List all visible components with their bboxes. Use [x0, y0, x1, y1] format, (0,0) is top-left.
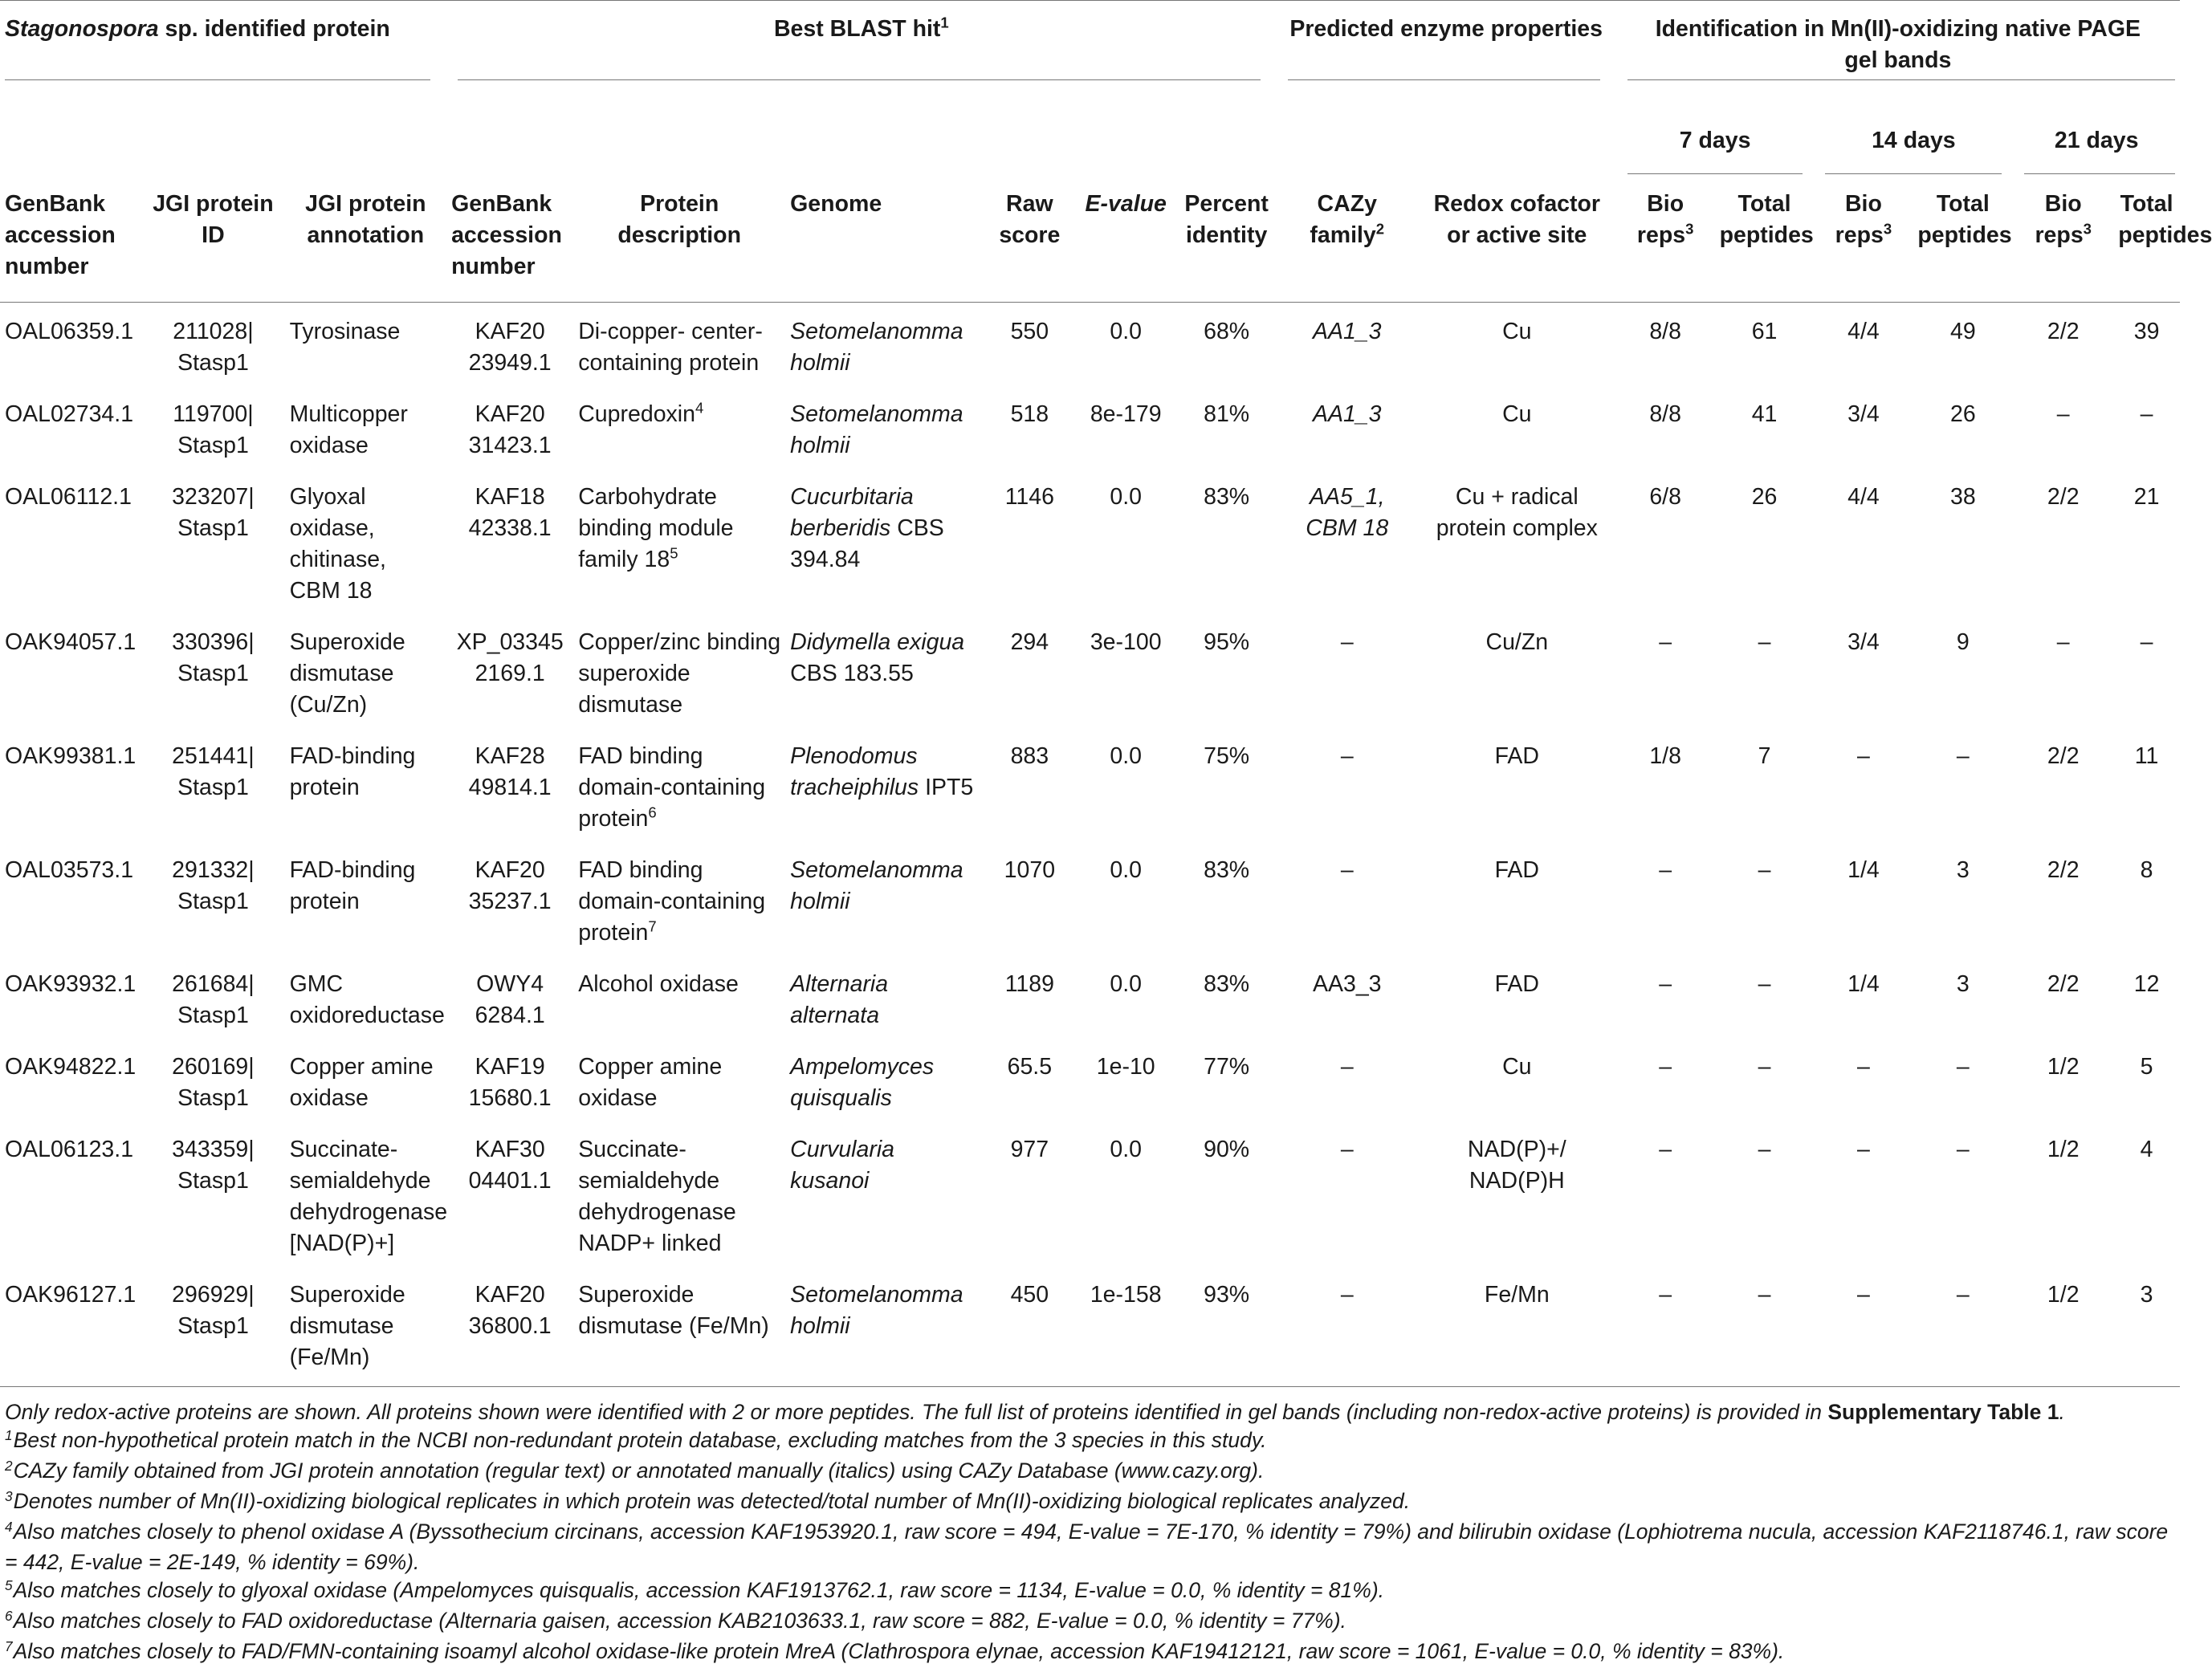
- cell-d21-reps: 2/2: [2047, 971, 2080, 997]
- stagonospora-suffix: sp. identified protein: [158, 16, 390, 42]
- cell-hit-genbank: KAF28 49814.1: [468, 743, 552, 800]
- cell-d7-reps: –: [1659, 971, 1672, 997]
- cell-d21-peptides: 39: [2133, 319, 2160, 344]
- col-d21-reps-label: Bio reps: [2035, 191, 2084, 248]
- cell-evalue: 0.0: [1110, 319, 1143, 344]
- cell-d21-peptides: 11: [2134, 743, 2159, 769]
- cell-d21-reps: 1/2: [2047, 1054, 2080, 1080]
- genome-species: Setomelanomma holmii: [790, 401, 963, 458]
- cell-d7-reps: 8/8: [1649, 401, 1681, 427]
- cell-cazy: –: [1340, 743, 1354, 769]
- cell-d7-peptides: –: [1758, 629, 1771, 655]
- cell-d14-peptides: 49: [1949, 319, 1976, 344]
- cell-redox: FAD: [1494, 971, 1540, 997]
- cell-genome: [785, 1038, 984, 1121]
- description-text: FAD binding domain-containing protein: [578, 743, 766, 832]
- cell-evalue: 0.0: [1110, 857, 1143, 883]
- cell-cazy: –: [1340, 857, 1354, 883]
- footnote-item: [5, 1637, 2173, 1668]
- table-row: [0, 841, 2180, 955]
- cell-d21-reps: 2/2: [2047, 319, 2080, 344]
- description-footnote-mark: 4: [695, 399, 704, 417]
- cell-genome: [785, 1266, 984, 1387]
- cell-hit-genbank: KAF20 36800.1: [468, 1282, 552, 1339]
- col-d21-peptides: Total peptides: [2118, 191, 2212, 248]
- cell-redox: Cu/Zn: [1485, 629, 1549, 655]
- footnote-main: [5, 1398, 2173, 1426]
- day-14-header: [1814, 108, 2013, 173]
- description-text: FAD binding domain-containing protein: [578, 857, 766, 946]
- cell-description: [573, 385, 785, 468]
- cell-d7-peptides: –: [1758, 1054, 1771, 1080]
- day-7-rule: [1627, 173, 1803, 174]
- cell-genbank: OAL03573.1: [5, 857, 134, 883]
- cell-jgi-annotation: FAD-binding protein: [289, 743, 416, 800]
- description-text: Carbohydrate binding module family 18: [578, 484, 734, 572]
- cell-d7-peptides: 41: [1751, 401, 1778, 427]
- col-d21-reps: [2013, 173, 2113, 303]
- identification-label: Identification in Mn(II)-oxidizing native PAGE gel bands: [1655, 16, 2141, 73]
- genome-species: Plenodomus tracheiphilus: [790, 743, 919, 800]
- day-14-label: 14 days: [1872, 128, 1956, 153]
- cell-d14-reps: –: [1857, 743, 1870, 769]
- cell-hit-genbank: KAF30 04401.1: [468, 1137, 552, 1194]
- col-raw-score: Raw score: [999, 191, 1061, 248]
- footnote-text: Also matches closely to phenol oxidase A (Byssothecium circinans, accession KAF1953920.1, raw score = 494, E-value = 7E-170, % identity = 79%) and bilirubin oxidase (Lophiotrema nucula, accession KAF2118746.1, raw score = 442, E-value = 2E-149, % identity = 69%).: [5, 1520, 2169, 1574]
- cell-redox: NAD(P)+/ NAD(P)H: [1467, 1137, 1566, 1194]
- cell-genome: [785, 841, 984, 955]
- col-d14-peptides: Total peptides: [1917, 191, 2012, 248]
- col-jgi-annotation: JGI protein annotation: [305, 191, 426, 248]
- cell-d7-reps: 6/8: [1649, 484, 1681, 510]
- footnote-number: 2: [5, 1458, 13, 1474]
- cell-description: [573, 727, 785, 841]
- cell-d21-peptides: 4: [2140, 1137, 2153, 1162]
- cell-d21-reps: 1/2: [2047, 1137, 2080, 1162]
- footnote-number: 3: [5, 1488, 13, 1504]
- cell-jgi-annotation: Glyoxal oxidase, chitinase, CBM 18: [289, 484, 386, 604]
- footnote-number: 7: [5, 1638, 13, 1654]
- cell-d14-reps: 1/4: [1847, 971, 1880, 997]
- cell-hit-genbank: KAF20 31423.1: [468, 401, 552, 458]
- stagonospora-italic: Stagonospora: [5, 16, 159, 42]
- col-d14-reps: [1814, 173, 1913, 303]
- cell-jgi-annotation: Superoxide dismutase (Fe/Mn): [289, 1282, 405, 1370]
- cell-d21-reps: 2/2: [2047, 743, 2080, 769]
- cell-genome: [785, 1121, 984, 1266]
- cell-d21-peptides: –: [2140, 629, 2153, 655]
- cell-redox: Cu: [1502, 319, 1532, 344]
- cell-d7-reps: 1/8: [1649, 743, 1681, 769]
- cell-percent-identity: 83%: [1204, 857, 1250, 883]
- cell-evalue: 8e-179: [1090, 401, 1162, 427]
- cell-d21-reps: 2/2: [2047, 857, 2080, 883]
- footnote-text: Also matches closely to FAD oxidoreductase (Alternaria gaisen, accession KAB2103633.1, raw score = 882, E-value = 0.0, % identity = 77%).: [13, 1609, 1346, 1633]
- day-21-rule: [2024, 173, 2175, 174]
- cell-description: [573, 955, 785, 1038]
- group-rule-stagonospora: [5, 79, 430, 80]
- genome-strain: CBS 394.84: [790, 515, 944, 572]
- description-footnote-mark: 5: [670, 544, 678, 562]
- cell-d7-peptides: 61: [1751, 319, 1778, 344]
- cell-percent-identity: 68%: [1204, 319, 1250, 344]
- table-row: [0, 1121, 2180, 1266]
- footnote-item: [5, 1607, 2173, 1637]
- col-hit-genbank: GenBank accession number: [451, 191, 562, 279]
- cell-d7-reps: –: [1659, 1137, 1672, 1162]
- cell-d14-reps: 3/4: [1847, 401, 1880, 427]
- cell-d14-reps: 3/4: [1847, 629, 1880, 655]
- table-row: [0, 385, 2180, 468]
- header-columns-row: [0, 173, 2180, 303]
- cell-raw-score: 450: [1010, 1282, 1049, 1308]
- footnote-items: [5, 1426, 2173, 1668]
- description-text: Superoxide dismutase (Fe/Mn): [578, 1282, 769, 1339]
- day-21-label: 21 days: [2054, 128, 2139, 153]
- cell-d14-peptides: 9: [1956, 629, 1970, 655]
- cell-jgi-annotation: Tyrosinase: [289, 319, 401, 344]
- cell-genbank: OAK94057.1: [5, 629, 136, 655]
- cell-redox: FAD: [1494, 857, 1540, 883]
- day-14-rule: [1825, 173, 2002, 174]
- cell-d7-peptides: –: [1758, 971, 1771, 997]
- genome-species: Setomelanomma holmii: [790, 319, 963, 376]
- footnote-number: 1: [5, 1427, 13, 1443]
- group-rule-enzyme: [1288, 79, 1600, 80]
- cell-d21-reps: 1/2: [2047, 1282, 2080, 1308]
- cell-d14-peptides: 3: [1956, 971, 1970, 997]
- cell-description: [573, 613, 785, 727]
- group-blast: [446, 0, 1277, 108]
- col-cazy-label: CAZy family: [1310, 191, 1377, 248]
- cell-d7-peptides: –: [1758, 857, 1771, 883]
- footnote-text: Also matches closely to FAD/FMN-containing isoamyl alcohol oxidase-like protein MreA (Clathrospora elynae, accession KAF19412121, raw score = 1061, E-value = 0.0, % identity = 83%).: [13, 1639, 1785, 1663]
- cell-d21-peptides: 21: [2133, 484, 2160, 510]
- cell-cazy: AA5_1, CBM 18: [1306, 484, 1389, 541]
- group-enzyme: [1277, 0, 1616, 108]
- cell-description: [573, 1038, 785, 1121]
- col-d7-peptides: Total peptides: [1719, 191, 1814, 248]
- footnote-text: Also matches closely to glyoxal oxidase (Ampelomyces quisqualis, accession KAF1913762.1, raw score = 1134, E-value = 0.0, % identity = 81%).: [13, 1578, 1385, 1602]
- cell-cazy: –: [1340, 629, 1354, 655]
- blast-footnote-mark: 1: [940, 14, 949, 31]
- cell-jgi-id: 323207| Stasp1: [172, 484, 255, 541]
- col-percent-identity: Percent identity: [1184, 191, 1269, 248]
- col-evalue: E-value: [1085, 191, 1167, 217]
- footnote-item: [5, 1576, 2173, 1607]
- cell-percent-identity: 83%: [1204, 484, 1250, 510]
- cell-evalue: 0.0: [1110, 1137, 1143, 1162]
- cell-evalue: 3e-100: [1090, 629, 1162, 655]
- genome-strain: IPT5: [919, 775, 974, 800]
- cell-cazy: AA3_3: [1312, 971, 1382, 997]
- cell-evalue: 0.0: [1110, 743, 1143, 769]
- cell-d21-peptides: 12: [2133, 971, 2160, 997]
- cell-jgi-id: 291332| Stasp1: [172, 857, 255, 914]
- cell-d14-peptides: 26: [1949, 401, 1976, 427]
- cell-d14-peptides: –: [1956, 1137, 1970, 1162]
- enzyme-label: Predicted enzyme properties: [1289, 16, 1603, 42]
- cell-jgi-annotation: GMC oxidoreductase: [289, 971, 445, 1028]
- cell-raw-score: 550: [1010, 319, 1049, 344]
- col-genome: Genome: [790, 191, 882, 217]
- genome-species: Setomelanomma holmii: [790, 857, 963, 914]
- footnote-number: 6: [5, 1608, 13, 1624]
- cell-jgi-annotation: Superoxide dismutase (Cu/Zn): [289, 629, 405, 718]
- cell-hit-genbank: KAF18 42338.1: [468, 484, 552, 541]
- day-7-header: [1616, 108, 1815, 173]
- genome-species: Setomelanomma holmii: [790, 1282, 963, 1339]
- footnote-main-bold: Supplementary Table 1: [1827, 1400, 2059, 1424]
- cell-jgi-id: 119700| Stasp1: [173, 401, 254, 458]
- footnote-text: CAZy family obtained from JGI protein annotation (regular text) or annotated manually (italics) using CAZy Database (www.cazy.org).: [13, 1458, 1265, 1483]
- footnote-main-text: Only redox-active proteins are shown. All proteins shown were identified with 2 or more peptides. The full list of proteins identified in gel bands (including non-redox-active proteins) is provided in: [5, 1400, 1828, 1424]
- cell-d21-reps: –: [2056, 629, 2070, 655]
- cell-hit-genbank: KAF20 23949.1: [468, 319, 552, 376]
- col-d7-reps: [1616, 173, 1715, 303]
- table-row: [0, 955, 2180, 1038]
- group-rule-blast: [458, 79, 1261, 80]
- cell-d7-peptides: –: [1758, 1282, 1771, 1308]
- cell-d21-peptides: 3: [2140, 1282, 2153, 1308]
- cell-d14-peptides: –: [1956, 1282, 1970, 1308]
- cell-cazy: AA1_3: [1312, 401, 1382, 427]
- cell-hit-genbank: KAF19 15680.1: [468, 1054, 552, 1111]
- genome-species: Alternaria alternata: [790, 971, 889, 1028]
- cell-jgi-id: 211028| Stasp1: [173, 319, 254, 376]
- group-stagonospora: [0, 0, 446, 108]
- cell-percent-identity: 75%: [1204, 743, 1250, 769]
- cell-genbank: OAL06112.1: [5, 484, 132, 510]
- col-description: Protein description: [617, 191, 741, 248]
- cell-d7-reps: –: [1659, 857, 1672, 883]
- table-footnotes: [5, 1398, 2173, 1668]
- cell-redox: Cu: [1502, 1054, 1532, 1080]
- cell-genbank: OAK94822.1: [5, 1054, 136, 1080]
- cell-jgi-annotation: Copper amine oxidase: [289, 1054, 434, 1111]
- cell-description: [573, 303, 785, 386]
- table-row: [0, 468, 2180, 613]
- table-row: [0, 1266, 2180, 1387]
- cell-d7-reps: –: [1659, 1054, 1672, 1080]
- cell-percent-identity: 95%: [1204, 629, 1250, 655]
- col-d14-reps-footnote-mark: 3: [1883, 220, 1892, 238]
- cell-description: [573, 1121, 785, 1266]
- description-footnote-mark: 7: [648, 917, 657, 935]
- cell-percent-identity: 83%: [1204, 971, 1250, 997]
- footnote-main-end: .: [2059, 1400, 2065, 1424]
- col-jgi-id: JGI protein ID: [153, 191, 274, 248]
- cell-redox: Cu: [1502, 401, 1532, 427]
- cell-genbank: OAK93932.1: [5, 971, 136, 997]
- header-days-row: [0, 108, 2180, 173]
- col-cazy-footnote-mark: 2: [1375, 220, 1385, 238]
- cell-genome: [785, 385, 984, 468]
- cell-genbank: OAL02734.1: [5, 401, 134, 427]
- header-group-row: [0, 0, 2180, 108]
- table-row: [0, 613, 2180, 727]
- cell-redox: Cu + radical protein complex: [1436, 484, 1598, 541]
- cell-jgi-id: 343359| Stasp1: [172, 1137, 255, 1194]
- description-text: Copper/zinc binding superoxide dismutase: [578, 629, 781, 718]
- cell-genbank: OAL06359.1: [5, 319, 134, 344]
- cell-d14-reps: –: [1857, 1137, 1870, 1162]
- blast-label: Best BLAST hit: [773, 16, 941, 42]
- col-genbank: GenBank accession number: [5, 191, 116, 279]
- cell-d14-reps: –: [1857, 1282, 1870, 1308]
- footnote-item: [5, 1487, 2173, 1518]
- cell-cazy: AA1_3: [1312, 319, 1382, 344]
- cell-raw-score: 65.5: [1007, 1054, 1053, 1080]
- cell-d21-peptides: 8: [2140, 857, 2153, 883]
- cell-percent-identity: 81%: [1204, 401, 1250, 427]
- cell-genome: [785, 613, 984, 727]
- cell-description: [573, 1266, 785, 1387]
- col-d7-reps-footnote-mark: 3: [1685, 220, 1694, 238]
- cell-d21-reps: –: [2056, 401, 2070, 427]
- cell-d21-peptides: 5: [2140, 1054, 2153, 1080]
- group-identification: [1616, 0, 2180, 108]
- description-text: Copper amine oxidase: [578, 1054, 723, 1111]
- cell-genome: [785, 468, 984, 613]
- cell-d7-reps: 8/8: [1649, 319, 1681, 344]
- cell-genome: [785, 955, 984, 1038]
- cell-d14-reps: –: [1857, 1054, 1870, 1080]
- day-7-label: 7 days: [1679, 128, 1751, 153]
- cell-hit-genbank: KAF20 35237.1: [468, 857, 552, 914]
- cell-genome: [785, 303, 984, 386]
- cell-genome: [785, 727, 984, 841]
- cell-jgi-id: 251441| Stasp1: [172, 743, 255, 800]
- cell-raw-score: 977: [1010, 1137, 1049, 1162]
- cell-jgi-id: 260169| Stasp1: [172, 1054, 255, 1111]
- group-rule-identification: [1627, 79, 2175, 80]
- day-21-header: [2013, 108, 2180, 173]
- cell-cazy: –: [1340, 1137, 1354, 1162]
- cell-jgi-annotation: FAD-binding protein: [289, 857, 416, 914]
- cell-cazy: –: [1340, 1282, 1354, 1308]
- footnote-item: [5, 1518, 2173, 1576]
- cell-raw-score: 1189: [1004, 971, 1054, 997]
- cell-description: [573, 841, 785, 955]
- description-text: Cupredoxin: [578, 401, 695, 427]
- footnote-text: Denotes number of Mn(II)-oxidizing biological replicates in which protein was detected/total number of Mn(II)-oxidizing biological replicates analyzed.: [13, 1489, 1411, 1513]
- cell-d14-reps: 1/4: [1847, 857, 1880, 883]
- cell-cazy: –: [1340, 1054, 1354, 1080]
- footnote-number: 5: [5, 1577, 13, 1593]
- cell-description: [573, 468, 785, 613]
- cell-jgi-id: 330396| Stasp1: [172, 629, 255, 686]
- col-d14-reps-label: Bio reps: [1835, 191, 1884, 248]
- cell-evalue: 1e-10: [1096, 1054, 1155, 1080]
- cell-d7-peptides: 26: [1751, 484, 1778, 510]
- cell-evalue: 0.0: [1110, 484, 1143, 510]
- cell-d14-peptides: 3: [1956, 857, 1970, 883]
- cell-genbank: OAK99381.1: [5, 743, 136, 769]
- cell-raw-score: 294: [1010, 629, 1049, 655]
- cell-d21-peptides: –: [2140, 401, 2153, 427]
- genome-species: Curvularia kusanoi: [790, 1137, 895, 1194]
- cell-jgi-annotation: Succinate-semialdehyde dehydrogenase [NAD(P)+]: [289, 1137, 448, 1256]
- cell-raw-score: 1146: [1004, 484, 1054, 510]
- cell-evalue: 0.0: [1110, 971, 1143, 997]
- cell-hit-genbank: OWY4 6284.1: [475, 971, 545, 1028]
- cell-d14-peptides: –: [1956, 1054, 1970, 1080]
- description-text: Succinate-semialdehyde dehydrogenase NADP+ linked: [578, 1137, 736, 1256]
- cell-d14-reps: 4/4: [1847, 319, 1880, 344]
- cell-redox: Fe/Mn: [1484, 1282, 1550, 1308]
- footnote-item: [5, 1426, 2173, 1457]
- footnote-item: [5, 1457, 2173, 1487]
- cell-raw-score: 518: [1010, 401, 1049, 427]
- col-redox: Redox cofactor or active site: [1433, 191, 1601, 248]
- footnote-text: Best non-hypothetical protein match in the NCBI non-redundant protein database, excluding matches from the 3 species in this study.: [13, 1428, 1267, 1452]
- cell-redox: FAD: [1494, 743, 1540, 769]
- col-cazy: [1277, 173, 1418, 303]
- cell-genbank: OAL06123.1: [5, 1137, 134, 1162]
- description-text: Alcohol oxidase: [578, 971, 739, 997]
- cell-d7-reps: –: [1659, 629, 1672, 655]
- cell-genbank: OAK96127.1: [5, 1282, 136, 1308]
- genome-species: Cucurbitaria berberidis: [790, 484, 914, 541]
- cell-hit-genbank: XP_03345 2169.1: [456, 629, 564, 686]
- cell-d7-reps: –: [1659, 1282, 1672, 1308]
- cell-raw-score: 883: [1010, 743, 1049, 769]
- description-footnote-mark: 6: [648, 803, 657, 821]
- genome-species: Ampelomyces quisqualis: [790, 1054, 935, 1111]
- col-d21-reps-footnote-mark: 3: [2083, 220, 2092, 238]
- genome-strain: CBS 183.55: [790, 661, 914, 686]
- cell-d14-peptides: –: [1956, 743, 1970, 769]
- cell-percent-identity: 77%: [1204, 1054, 1250, 1080]
- footnote-number: 4: [5, 1519, 13, 1535]
- cell-percent-identity: 90%: [1204, 1137, 1250, 1162]
- table-body: [0, 303, 2180, 1387]
- table-row: [0, 1038, 2180, 1121]
- cell-jgi-id: 296929| Stasp1: [172, 1282, 255, 1339]
- cell-d21-reps: 2/2: [2047, 484, 2080, 510]
- cell-d14-peptides: 38: [1949, 484, 1976, 510]
- cell-percent-identity: 93%: [1204, 1282, 1250, 1308]
- cell-jgi-annotation: Multicopper oxidase: [289, 401, 408, 458]
- cell-d14-reps: 4/4: [1847, 484, 1880, 510]
- table-row: [0, 727, 2180, 841]
- description-text: Di-copper- center-containing protein: [578, 319, 763, 376]
- cell-d7-peptides: 7: [1758, 743, 1771, 769]
- cell-evalue: 1e-158: [1090, 1282, 1162, 1308]
- cell-raw-score: 1070: [1004, 857, 1056, 883]
- cell-jgi-id: 261684| Stasp1: [172, 971, 255, 1028]
- cell-d7-peptides: –: [1758, 1137, 1771, 1162]
- table-row: [0, 303, 2180, 386]
- col-d7-reps-label: Bio reps: [1636, 191, 1686, 248]
- genome-species: Didymella exigua: [790, 629, 965, 655]
